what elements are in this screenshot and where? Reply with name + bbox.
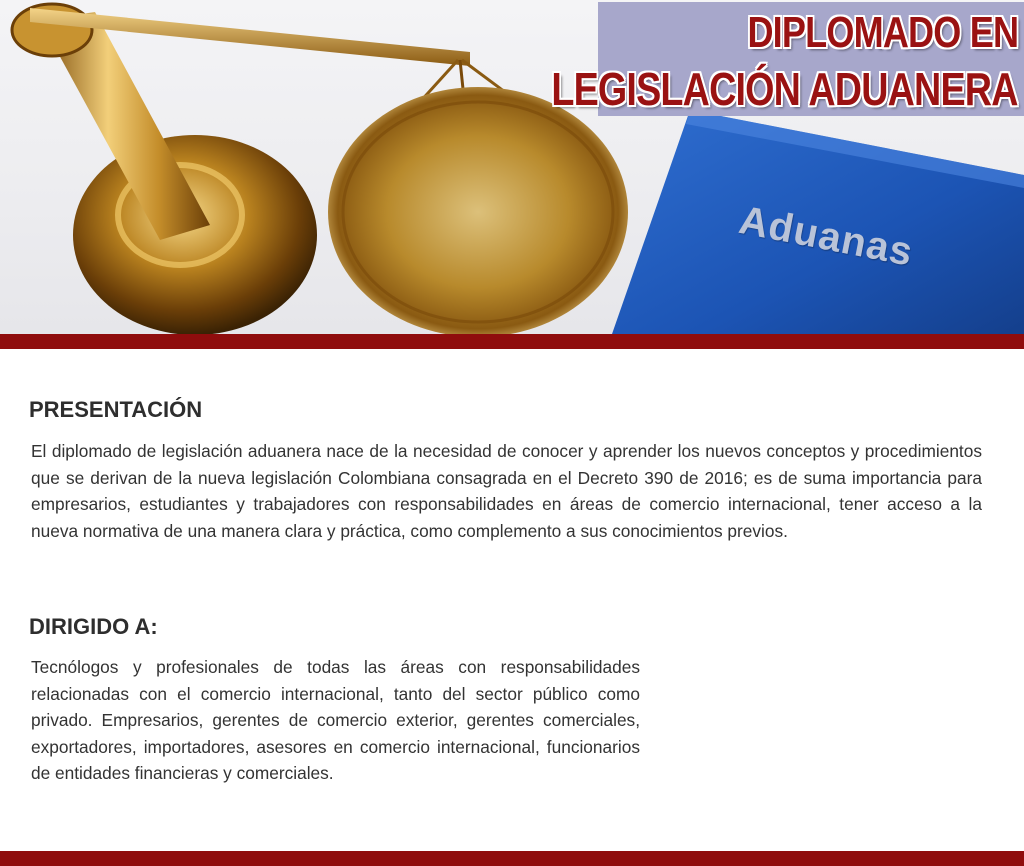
scale-pan bbox=[328, 87, 628, 334]
hero-banner bbox=[0, 0, 1024, 334]
title-box bbox=[551, 2, 1024, 116]
page-title-line-1: DIPLOMADO EN bbox=[747, 8, 1018, 57]
presentation-heading: PRESENTACIÓN bbox=[29, 397, 203, 422]
audience-text: Tecnólogos y profesionales de todas las áreas con responsabilidades relacionadas con el comercio internacional, tanto del sector público como privado. Empresarios, gerentes de comercio exterior, gerentes comerciales, exportadores, importadores, asesores en comercio internacional, funcionarios de entidades financieras y comerciales. bbox=[31, 657, 640, 783]
presentation-text: El diplomado de legislación aduanera nace de la necesidad de conocer y aprender los nuevos conceptos y procedimientos que se derivan de la nueva legislación Colombiana consagrada en el Decreto 390 de 2016; es de suma importancia para empresarios, estudiantes y trabajadores con responsabilidades en áreas de comercio internacional, tener acceso a la nueva normativa de una manera clara y práctica, como complemento a sus conocimientos previos. bbox=[31, 441, 982, 541]
page-title-line-2: LEGISLACIÓN ADUANERA bbox=[551, 63, 1018, 115]
bottom-divider-band bbox=[0, 851, 1024, 866]
book-label: Aduanas bbox=[735, 198, 917, 275]
audience-heading: DIRIGIDO A: bbox=[29, 614, 158, 639]
top-divider-band bbox=[0, 334, 1024, 349]
